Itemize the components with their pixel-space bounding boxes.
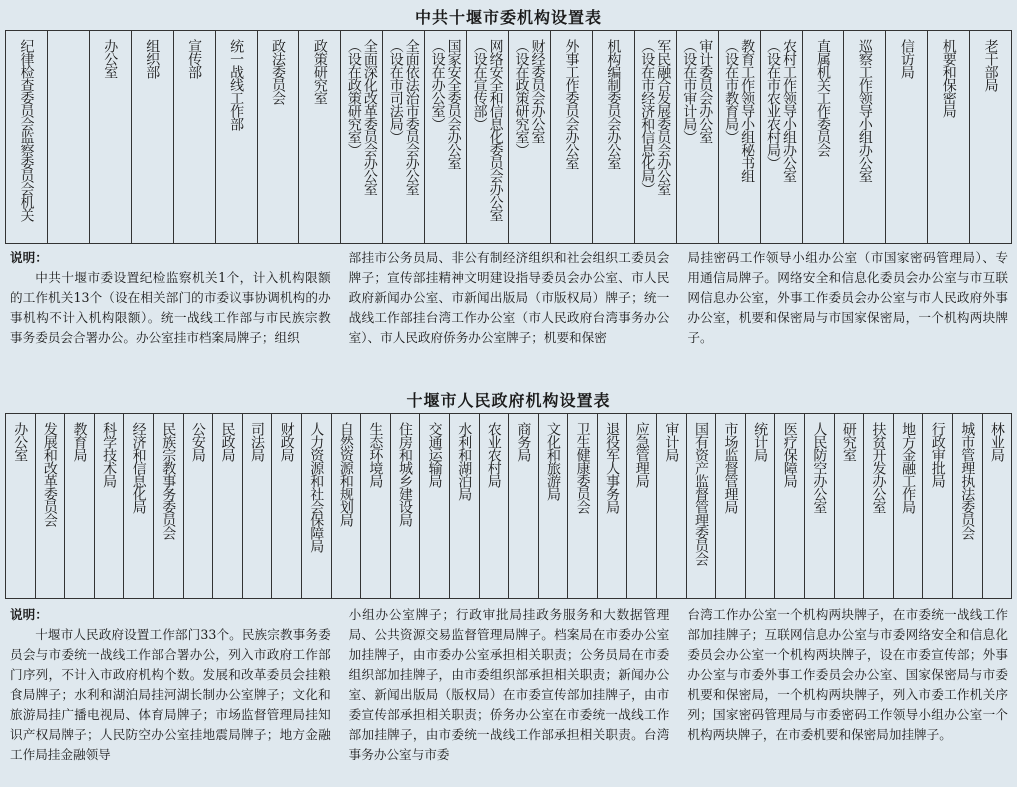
- party-org-cell: [383, 31, 425, 243]
- gov-org-cell: [983, 414, 1012, 598]
- gov-notes-text-3: 台湾工作办公室一个机构两块牌子，在市委统一战线工作部加挂牌子；互联网信息办公室与市委网络安全和信息化委员会办公室一个机构两块牌子，设在市委宣传部；外事办公室与市委外事工作委员会办公室、国家保密局与市委机要和保密局，一个机构两块牌子，列入市委工作机关序列；国家密码管理局与市委密码工作领导小组办公室一个机构两块牌子，在市委机要和保密局加挂牌子。: [687, 607, 1009, 742]
- gov-org-cell: [923, 414, 953, 598]
- party-org-cell: [970, 31, 1011, 243]
- gov-notes-text-1: 十堰市人民政府设置工作部门33个。民族宗教事务委员会与市委统一战线工作部合署办公，列入市政府工作部门序列，不计入市政府机构个数。发展和改革委员会挂粮食局牌子；水利和湖泊局挂河湖长制办公室牌子；文化和旅游局挂广播电视局、体育局牌子；市场监督管理局挂知识产权局牌子；人民防空办公室挂地震局牌子；地方金融工作局挂金融领导: [10, 627, 331, 762]
- party-org-cell: [174, 31, 216, 243]
- gov-org-name: 医疗保障局: [781, 422, 798, 487]
- party-table-title: 中共十堰市委机构设置表: [414, 8, 602, 27]
- gov-org-cell: [746, 414, 776, 598]
- gov-org-cell: [953, 414, 983, 598]
- gov-org-cell: [687, 414, 717, 598]
- gov-org-name: 民族宗教事务委员会: [160, 422, 177, 539]
- party-org-cell: [886, 31, 928, 243]
- party-org-note: （设在市教育局）: [723, 39, 740, 143]
- party-org-cell: [258, 31, 300, 243]
- gov-org-cell: [6, 414, 36, 598]
- party-org-cell: [6, 31, 48, 243]
- gov-org-name: 公安局: [189, 422, 206, 461]
- party-notes-col-3: [687, 248, 1008, 373]
- party-org-name: 农村工作领导小组办公室: [781, 39, 798, 182]
- gov-notes: [10, 605, 1008, 785]
- party-org-note: （设在政策研究室）: [345, 39, 362, 156]
- gov-org-name: 统计局: [752, 422, 769, 461]
- gov-org-cell: [124, 414, 154, 598]
- gov-org-name: 发展和改革委员会: [41, 422, 58, 526]
- party-org-cell: [48, 31, 90, 243]
- party-org-name: 直属机关工作委员会: [814, 39, 831, 156]
- party-org-cell: [635, 31, 677, 243]
- party-org-note: （设在宣传部）: [471, 39, 488, 130]
- gov-org-name: 国有资产监督管理委员会: [692, 422, 709, 565]
- party-org-name: 政策研究室: [311, 39, 328, 104]
- party-org-cell: [467, 31, 509, 243]
- party-org-name: 财经委员会办公室: [529, 39, 546, 143]
- gov-org-cell: [894, 414, 924, 598]
- party-org-name: 外事工作委员会办公室: [563, 39, 580, 169]
- party-notes-col-2: [349, 248, 670, 373]
- gov-org-name: 人民防空办公室: [811, 422, 828, 513]
- gov-org-cell: [184, 414, 214, 598]
- party-org-name: 全面依法治市委员会办公室: [403, 39, 420, 195]
- party-org-cell: [719, 31, 761, 243]
- party-org-name: 组织部: [144, 39, 161, 78]
- party-notes-label: 说明：: [10, 250, 48, 265]
- gov-org-cell: [332, 414, 362, 598]
- gov-org-name: 退役军人事务局: [604, 422, 621, 513]
- party-org-cell: [341, 31, 383, 243]
- gov-org-cell: [864, 414, 894, 598]
- gov-org-cell: [598, 414, 628, 598]
- gov-org-name: 市场监督管理局: [722, 422, 739, 513]
- party-org-note: （设在市审计局）: [681, 39, 698, 143]
- gov-org-name: 财政局: [278, 422, 295, 461]
- gov-org-cell: [835, 414, 865, 598]
- gov-org-cell: [805, 414, 835, 598]
- party-org-name: 机要和保密局: [940, 39, 957, 117]
- gov-org-name: 应急管理局: [633, 422, 650, 487]
- party-org-cell: [509, 31, 551, 243]
- party-org-cell: [299, 31, 341, 243]
- gov-org-name: 研究室: [840, 422, 857, 461]
- party-notes-col-1: [10, 248, 331, 373]
- gov-org-name: 科学技术局: [101, 422, 118, 487]
- gov-org-cell: [539, 414, 569, 598]
- party-notes-text-1: 中共十堰市委设置纪检监察机关1个，计入机构限额的工作机关13个（设在相关部门的市委议事协调机构的办事机构不计入机构限额）。统一战线工作部与市民族宗教事务委员会合署办公。办公室挂市档案局牌子；组织: [10, 270, 331, 345]
- gov-org-name: 商务局: [515, 422, 532, 461]
- gov-org-cell: [716, 414, 746, 598]
- gov-org-name: 住房和城乡建设局: [397, 422, 414, 526]
- gov-org-cell: [65, 414, 95, 598]
- gov-org-cell: [509, 414, 539, 598]
- gov-org-name: 地方金融工作局: [900, 422, 917, 513]
- party-org-cell: [425, 31, 467, 243]
- party-org-table: [5, 30, 1012, 244]
- gov-org-name: 卫生健康委员会: [574, 422, 591, 513]
- party-org-name: 信访局: [898, 39, 915, 78]
- party-org-cell: [593, 31, 635, 243]
- gov-notes-col-1: [10, 605, 331, 785]
- gov-org-name: 水利和湖泊局: [456, 422, 473, 500]
- gov-org-table: [5, 413, 1012, 599]
- gov-org-cell: [391, 414, 421, 598]
- party-notes-text-3: 局挂密码工作领导小组办公室（市国家密码管理局）、专用通信局牌子。网络安全和信息化委员会办公室与市互联网信息办公室，外事工作委员会办公室与市人民政府外事办公室，机要和保密局与市国家保密局，一个机构两块牌子。: [687, 250, 1009, 345]
- party-org-name: 统一战线工作部: [228, 39, 245, 130]
- gov-org-name: 行政审批局: [929, 422, 946, 487]
- party-org-cell: [928, 31, 970, 243]
- party-org-cell: [132, 31, 174, 243]
- gov-notes-text-2: 小组办公室牌子；行政审批局挂政务服务和大数据管理局、公共资源交易监督管理局牌子。档案局在市委办公室加挂牌子，由市委办公室承担相关职责；公务员局在市委组织部加挂牌子，由市委组织部承担相关职责；新闻办公室、新闻出版局（版权局）在市委宣传部加挂牌子，由市委宣传部承担相关职责；侨务办公室在市委统一战线工作部加挂牌子，由市委统一战线工作部承担相关职责。台湾事务办公室与市委: [348, 607, 670, 762]
- party-org-name: 纪律检查委员会监察委员会机关: [18, 39, 35, 221]
- party-org-cell: [551, 31, 593, 243]
- gov-org-cell: [775, 414, 805, 598]
- gov-org-cell: [568, 414, 598, 598]
- party-org-name: 巡察工作领导小组办公室: [856, 39, 873, 182]
- party-org-name: 老干部局: [982, 39, 999, 91]
- gov-org-name: 交通运输局: [426, 422, 443, 487]
- gov-org-name: 办公室: [12, 422, 29, 461]
- party-org-note: （设在政策研究室）: [513, 39, 530, 156]
- gov-org-name: 教育局: [71, 422, 88, 461]
- gov-org-name: 文化和旅游局: [544, 422, 561, 500]
- party-org-name: 全面深化改革委员会办公室: [361, 39, 378, 195]
- party-org-cell: [90, 31, 132, 243]
- gov-org-cell: [272, 414, 302, 598]
- gov-org-name: 审计局: [663, 422, 680, 461]
- gov-org-cell: [95, 414, 125, 598]
- party-org-note: （设在市农业农村局）: [765, 39, 782, 169]
- party-notes: [10, 248, 1008, 373]
- gov-notes-label: 说明：: [10, 607, 48, 622]
- party-org-cell: [761, 31, 803, 243]
- gov-org-cell: [627, 414, 657, 598]
- party-org-cell: [677, 31, 719, 243]
- gov-org-name: 民政局: [219, 422, 236, 461]
- gov-org-cell: [243, 414, 273, 598]
- party-org-name: 国家安全委员会办公室: [445, 39, 462, 169]
- party-org-name: 宣传部: [186, 39, 203, 78]
- gov-org-name: 城市管理执法委员会: [959, 422, 976, 539]
- gov-org-name: 经济和信息化局: [130, 422, 147, 513]
- gov-org-cell: [361, 414, 391, 598]
- party-org-name: 军民融合发展委员会办公室: [655, 39, 672, 195]
- gov-org-name: 自然资源和规划局: [337, 422, 354, 526]
- gov-org-cell: [480, 414, 510, 598]
- gov-org-cell: [420, 414, 450, 598]
- party-org-name: 教育工作领导小组秘书组: [739, 39, 756, 182]
- party-org-cell: [803, 31, 845, 243]
- party-org-note: （设在办公室）: [429, 39, 446, 130]
- gov-org-cell: [302, 414, 332, 598]
- party-org-cell: [216, 31, 258, 243]
- gov-org-name: 人力资源和社会保障局: [308, 422, 325, 552]
- gov-org-name: 农业农村局: [485, 422, 502, 487]
- party-org-name: 网络安全和信息化委员会办公室: [487, 39, 504, 221]
- gov-org-cell: [213, 414, 243, 598]
- party-org-name: 机构编制委员会办公室: [605, 39, 622, 169]
- party-org-name: 审计委员会办公室: [697, 39, 714, 143]
- party-org-note: （设在市经济和信息化局）: [639, 39, 656, 195]
- gov-org-cell: [36, 414, 66, 598]
- gov-table-title: 十堰市人民政府机构设置表: [406, 391, 611, 410]
- party-org-name: 办公室: [102, 39, 119, 78]
- gov-org-name: 扶贫开发办公室: [870, 422, 887, 513]
- gov-org-cell: [657, 414, 687, 598]
- party-notes-text-2: 部挂市公务员局、非公有制经济组织和社会组织工委员会牌子；宣传部挂精神文明建设指导委员会办公室、市人民政府新闻办公室、市新闻出版局（市版权局）牌子；统一战线工作部挂台湾工作办公室（市人民政府台湾事务办公室）、市人民政府侨务办公室牌子；机要和保密: [348, 250, 670, 345]
- gov-notes-col-2: [349, 605, 670, 785]
- gov-org-name: 林业局: [988, 422, 1005, 461]
- gov-org-name: 生态环境局: [367, 422, 384, 487]
- gov-org-name: 司法局: [249, 422, 266, 461]
- gov-org-cell: [154, 414, 184, 598]
- gov-org-cell: [450, 414, 480, 598]
- gov-notes-col-3: [687, 605, 1008, 785]
- party-org-cell: [844, 31, 886, 243]
- party-org-note: （设在市司法局）: [387, 39, 404, 143]
- party-org-name: 政法委员会: [269, 39, 286, 104]
